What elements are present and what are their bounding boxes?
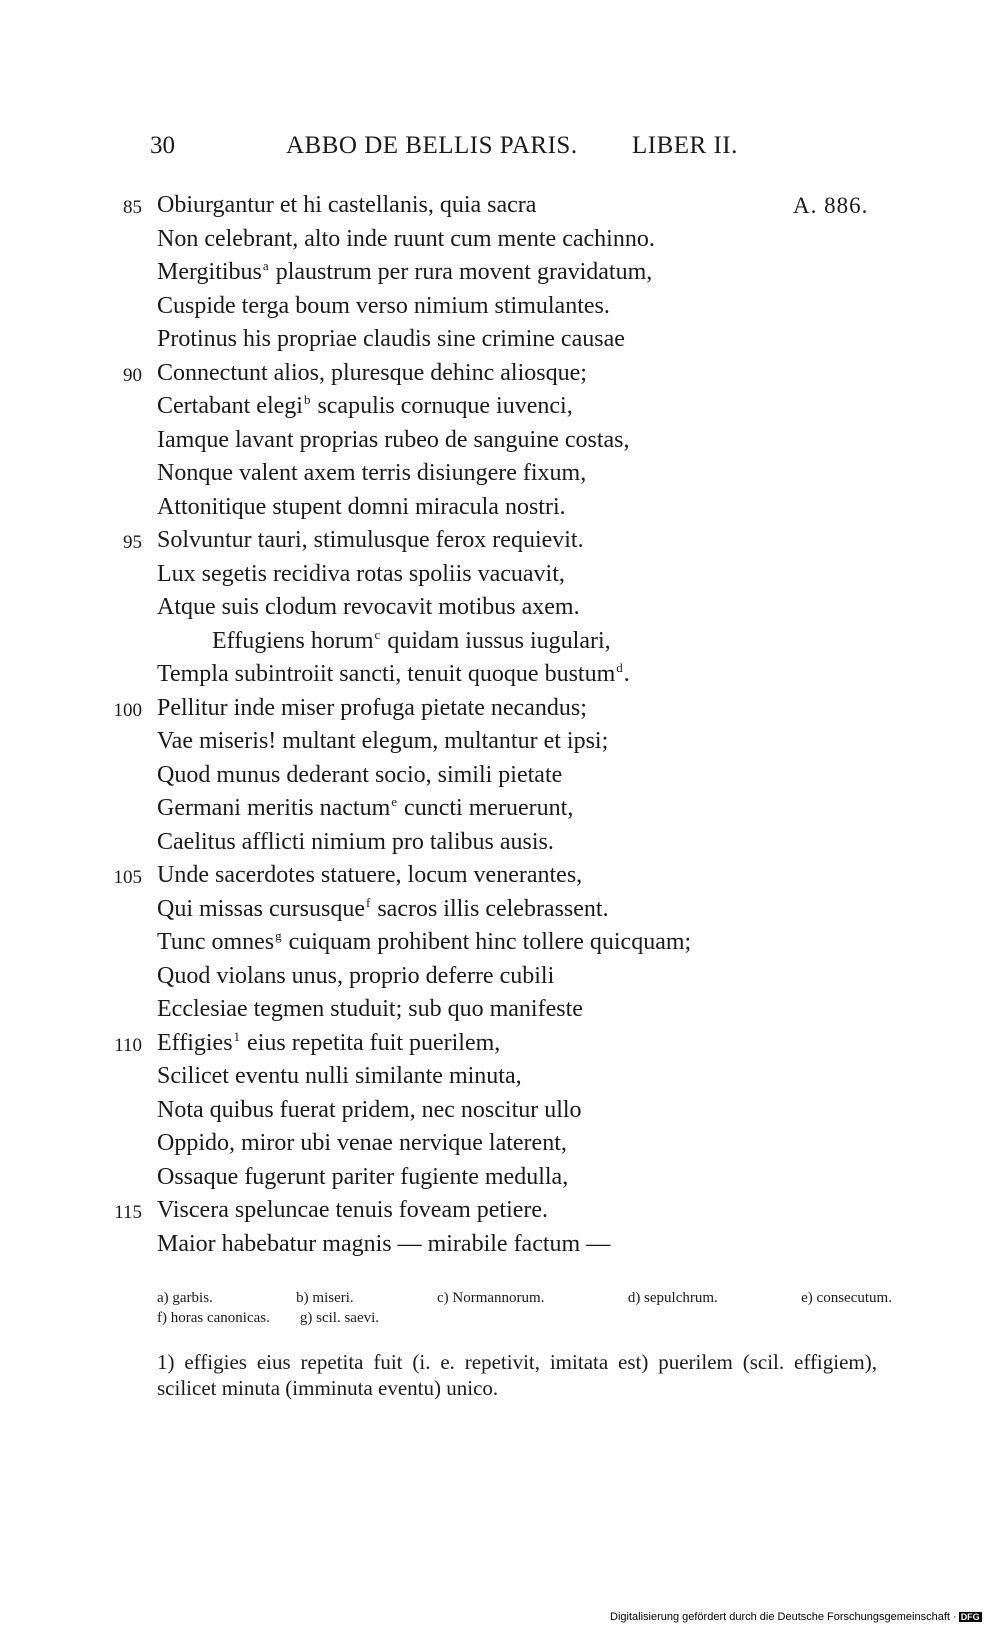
verse-text [157, 762, 562, 789]
footnote-marker: b [303, 392, 311, 407]
verse-line [0, 661, 1000, 695]
apparatus-row [157, 1308, 892, 1328]
verse-line [0, 1164, 1000, 1198]
verse-segment: Oppido, miror ubi venae nervique laterent, [157, 1130, 567, 1156]
verse-text [157, 1030, 500, 1057]
verse-line [0, 1231, 1000, 1265]
line-number: 95 [123, 532, 142, 553]
verse-line [0, 293, 1000, 327]
poem-text [0, 192, 1000, 1264]
apparatus-note: a) garbis. [157, 1290, 213, 1306]
verse-segment: Non celebrant, alto inde ruunt cum mente cachinno. [157, 225, 655, 252]
footnote-marker: c [374, 626, 381, 642]
dfg-logo: DFG [960, 1612, 980, 1622]
line-number: 100 [113, 699, 142, 721]
verse-segment: quidam iussus iugulari, [381, 627, 611, 654]
verse-line [0, 393, 1000, 427]
apparatus-note: d) sepulchrum. [627, 1290, 718, 1306]
footnote-marker: d [616, 660, 623, 675]
verse-text [212, 628, 611, 655]
line-number: 105 [113, 867, 142, 888]
verse-line [0, 929, 1000, 963]
verse-segment: Tunc omnes [157, 929, 275, 955]
verse-segment: Unde sacerdotes statuere, locum venerantes, [157, 862, 583, 888]
verse-text [157, 862, 582, 889]
verse-segment: scapulis cornuque iuvenci, [311, 393, 573, 419]
verse-text [157, 829, 554, 856]
verse-segment: Quod munus dederant socio, simili pietate [157, 761, 563, 788]
verse-line [0, 561, 1000, 595]
verse-segment: Obiurgantur et hi castellanis, quia sacra [157, 192, 537, 218]
verse-text [157, 494, 566, 521]
verse-segment: Ecclesiae tegmen studuit; sub quo manifeste [157, 996, 583, 1022]
verse-segment: Certabant elegi [157, 393, 303, 419]
verse-segment: Germani meritis nactum [157, 795, 391, 821]
verse-text [157, 1097, 582, 1124]
verse-line [0, 795, 1000, 829]
footnote-marker: e [391, 794, 398, 809]
verse-line [0, 1063, 1000, 1097]
commentary-note: 1) effigies eius repetita fuit (i. e. repetivit, imitata est) puerilem (scil. effigiem), scilicet minuta (imminuta eventu) unico. [157, 1350, 877, 1400]
verse-line [0, 326, 1000, 360]
verse-segment: Nota quibus fuerat pridem, nec noscitur ullo [157, 1096, 582, 1123]
page-number: 30 [150, 132, 175, 159]
verse-text [157, 1231, 610, 1258]
verse-line [0, 427, 1000, 461]
verse-segment: Quod violans unus, proprio deferre cubili [157, 962, 555, 989]
apparatus-note: e) consecutum. [801, 1290, 892, 1306]
verse-text [157, 728, 608, 755]
verse-text [157, 996, 583, 1023]
verse-line [0, 360, 1000, 394]
verse-segment: . [623, 661, 630, 687]
verse-text [157, 326, 625, 353]
verse-segment: Lux segetis recidiva rotas spoliis vacuavit, [157, 560, 565, 587]
verse-text [157, 293, 610, 320]
verse-segment: Templa subintroiit sancti, tenuit quoque bustum [157, 661, 616, 687]
verse-line [0, 996, 1000, 1030]
verse-text [157, 259, 652, 286]
verse-line [0, 829, 1000, 863]
verse-segment: Effugiens horum [212, 627, 374, 654]
verse-text [157, 360, 587, 387]
verse-segment: Connectunt alios, pluresque dehinc aliosque; [157, 359, 587, 386]
running-part: LIBER II. [632, 132, 738, 159]
line-number: 85 [123, 197, 142, 218]
verse-line [0, 226, 1000, 260]
verse-segment: Solvuntur tauri, stimulusque ferox requievit. [157, 527, 584, 553]
verse-segment: Ossaque fugerunt pariter fugiente medulla, [157, 1163, 569, 1190]
verse-line [0, 1097, 1000, 1131]
verse-segment: Viscera speluncae tenuis foveam petiere. [157, 1197, 549, 1223]
verse-segment: Atque suis clodum revocavit motibus axem. [157, 594, 580, 620]
verse-segment: Caelitus afflicti nimium pro talibus ausis. [157, 828, 554, 855]
apparatus-row [157, 1288, 892, 1308]
verse-text [157, 929, 691, 956]
verse-segment: Effigies [157, 1029, 233, 1056]
verse-line [0, 628, 1000, 662]
verse-text [157, 695, 587, 722]
verse-text [157, 795, 573, 822]
verse-text [157, 527, 584, 554]
verse-line [0, 762, 1000, 796]
footnote-marker: g [275, 928, 282, 943]
verse-segment: cuiquam prohibent hinc tollere quicquam; [282, 929, 692, 955]
footnote-marker: a [262, 258, 269, 273]
verse-segment: Scilicet eventu nulli similante minuta, [157, 1063, 522, 1089]
verse-line [0, 896, 1000, 930]
verse-text [157, 1063, 522, 1090]
verse-line [0, 1130, 1000, 1164]
verse-text [157, 661, 630, 688]
verse-segment: sacros illis celebrassent. [371, 895, 609, 922]
verse-text [157, 460, 586, 487]
verse-segment: Protinus his propriae claudis sine crimine causae [157, 326, 625, 352]
verse-segment: Mergitibus [157, 259, 262, 285]
verse-text [157, 1130, 567, 1157]
digitization-credit [610, 1611, 982, 1623]
running-title: ABBO DE BELLIS PARIS. [286, 132, 578, 159]
apparatus-note: g) scil. saevi. [299, 1310, 380, 1326]
verse-segment: Maior habebatur magnis — mirabile factum — [157, 1230, 611, 1257]
verse-segment: Iamque lavant proprias rubeo de sanguine costas, [157, 426, 630, 453]
apparatus-note: f) horas canonicas. [157, 1310, 270, 1326]
line-number: 115 [114, 1202, 142, 1223]
verse-line [0, 494, 1000, 528]
verse-segment: plaustrum per rura movent gravidatum, [269, 259, 653, 285]
verse-segment: Pellitur inde miser profuga pietate necandus; [157, 694, 587, 721]
verse-text [157, 393, 573, 420]
verse-text [157, 192, 536, 219]
verse-line [0, 460, 1000, 494]
verse-segment: Cuspide terga boum verso nimium stimulantes. [157, 292, 610, 319]
apparatus-note: b) miseri. [296, 1290, 354, 1306]
verse-segment: Qui missas cursusque [157, 895, 365, 922]
margin-year: A. 886. [793, 193, 869, 218]
line-number: 110 [114, 1034, 142, 1056]
verse-text [157, 896, 609, 923]
running-header [150, 132, 750, 172]
verse-line [0, 594, 1000, 628]
verse-line [0, 963, 1000, 997]
apparatus-note: c) Normannorum. [437, 1290, 545, 1306]
verse-text [157, 1164, 568, 1191]
verse-segment: Nonque valent axem terris disiungere fixum, [157, 460, 587, 486]
footnote-marker: f [365, 894, 371, 910]
verse-line [0, 1030, 1000, 1064]
verse-segment: eius repetita fuit puerilem, [241, 1029, 501, 1056]
verse-line [0, 728, 1000, 762]
verse-text [157, 427, 630, 454]
verse-line [0, 695, 1000, 729]
verse-line [0, 259, 1000, 293]
verse-line [0, 1197, 1000, 1231]
verse-segment: Vae miseris! multant elegum, multantur et ipsi; [157, 728, 609, 754]
line-number: 90 [123, 364, 142, 386]
verse-text [157, 561, 565, 588]
verse-line [0, 192, 1000, 226]
verse-segment: cuncti meruerunt, [398, 795, 574, 821]
verse-text [157, 226, 655, 253]
verse-text [157, 1197, 548, 1224]
critical-apparatus [157, 1288, 892, 1328]
footnote-marker: 1 [233, 1028, 241, 1044]
credit-text: Digitalisierung gefördert durch die Deutsche Forschungsgemeinschaft · [610, 1611, 957, 1623]
verse-line [0, 862, 1000, 896]
verse-segment: Attonitique stupent domni miracula nostri. [157, 493, 566, 520]
verse-text [157, 963, 554, 990]
verse-line [0, 527, 1000, 561]
verse-text [157, 594, 580, 621]
